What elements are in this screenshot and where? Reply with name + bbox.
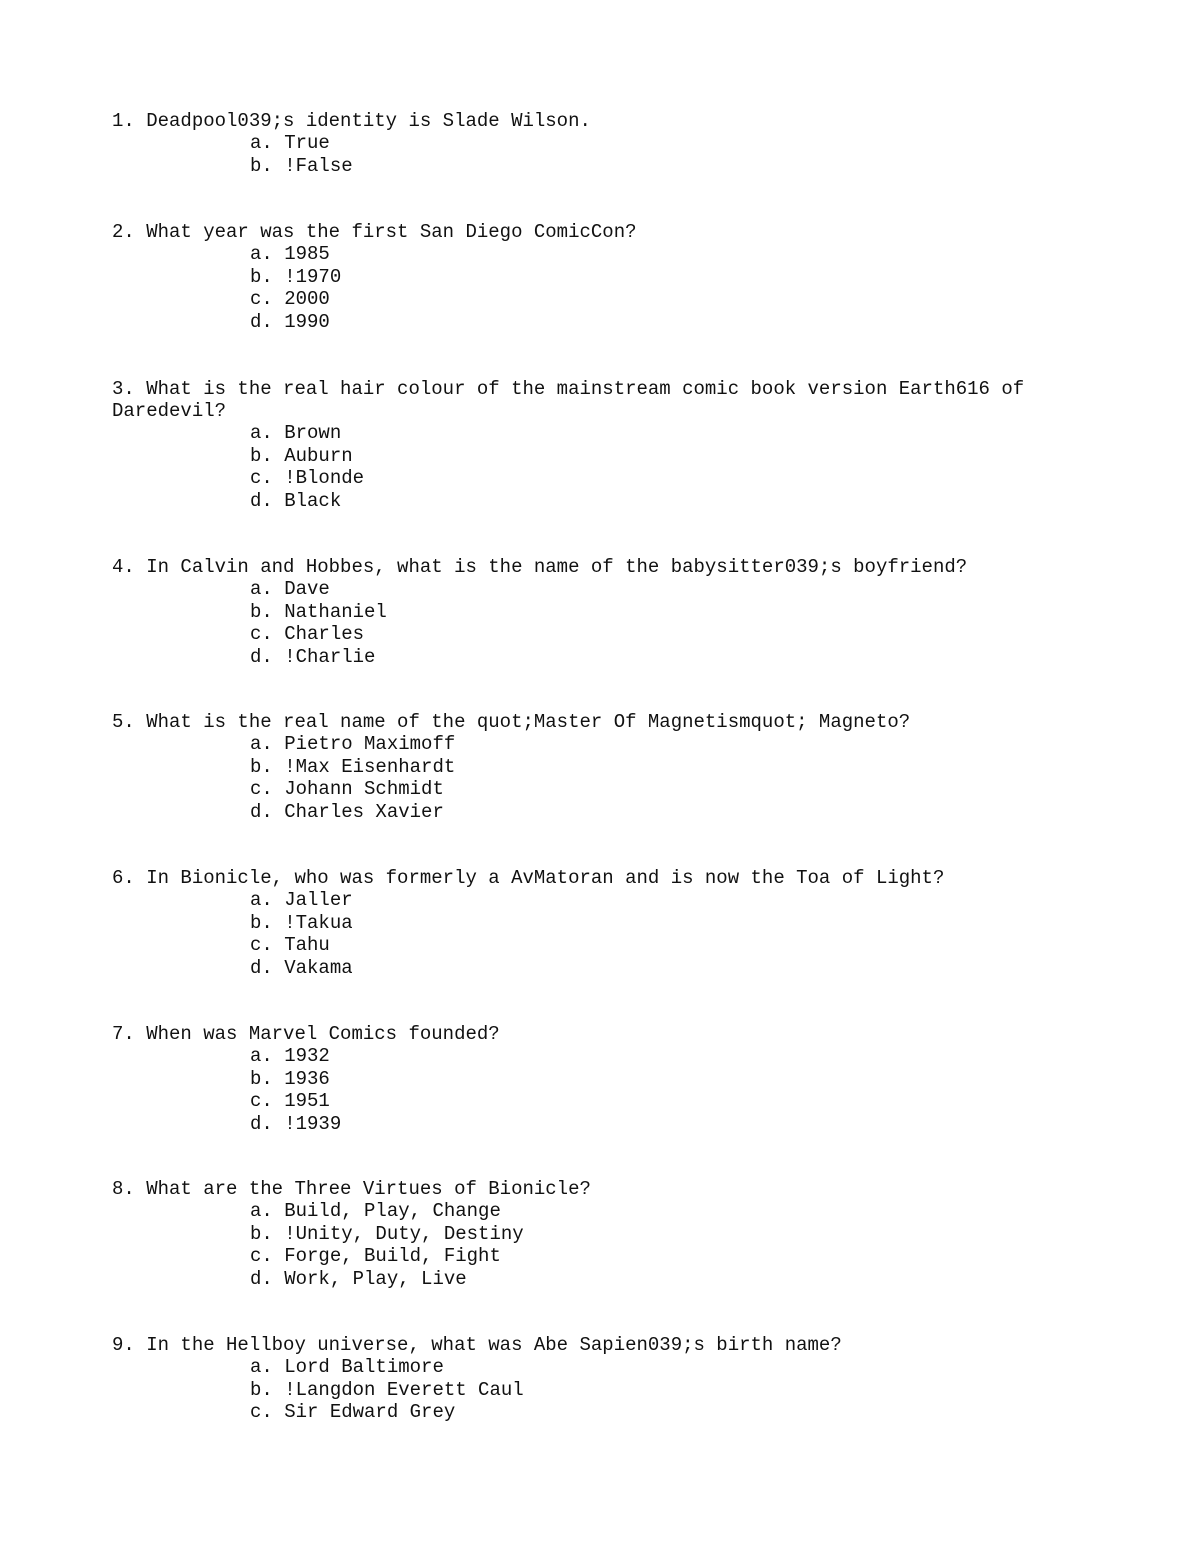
answer-option: [250, 132, 1072, 155]
option-letter: a.: [250, 1356, 273, 1378]
question-9: [112, 1334, 1072, 1424]
option-letter: c.: [250, 934, 273, 956]
option-text: Jaller: [284, 889, 353, 911]
question-5: [112, 711, 1072, 823]
answer-option: [250, 243, 1072, 266]
answer-option: [250, 623, 1072, 646]
answer-options: [112, 578, 1072, 668]
option-letter: d.: [250, 1112, 273, 1135]
question-4: [112, 556, 1072, 668]
option-text: Charles Xavier: [284, 800, 444, 823]
question-prompt: What is the real hair colour of the mainstream comic book version Earth616 of Daredevil?: [112, 378, 1036, 422]
answer-option: [250, 422, 1072, 445]
answer-option: [250, 467, 1072, 490]
question-number: 3.: [112, 378, 135, 400]
option-letter: a.: [250, 578, 273, 600]
option-letter: b.: [250, 154, 273, 177]
option-text: !Charlie: [284, 645, 376, 668]
option-letter: b.: [250, 1067, 273, 1090]
question-prompt: In Bionicle, who was formerly a AvMatoran and is now the Toa of Light?: [146, 867, 945, 889]
question-3: [112, 378, 1072, 512]
answer-option: [250, 1223, 1072, 1246]
question-text: [112, 378, 1072, 422]
answer-option: [250, 889, 1072, 912]
option-text: 1932: [284, 1045, 330, 1067]
answer-options: [112, 889, 1072, 979]
question-text: [112, 1178, 1072, 1200]
answer-options: [112, 132, 1072, 177]
answer-options: [112, 733, 1072, 823]
option-text: Vakama: [284, 956, 353, 979]
option-letter: d.: [250, 489, 273, 512]
option-text: !1939: [284, 1112, 342, 1135]
option-letter: b.: [250, 1222, 273, 1245]
question-text: [112, 867, 1072, 889]
answer-option: [250, 288, 1072, 311]
option-letter: c.: [250, 1401, 273, 1423]
option-letter: b.: [250, 1378, 273, 1401]
option-text: !Unity, Duty, Destiny: [284, 1222, 524, 1245]
question-8: [112, 1178, 1072, 1290]
question-prompt: Deadpool039;s identity is Slade Wilson.: [146, 110, 591, 132]
option-letter: b.: [250, 911, 273, 934]
answer-option: [250, 934, 1072, 957]
option-letter: d.: [250, 1267, 273, 1290]
option-text: Black: [284, 489, 342, 512]
option-text: !Takua: [284, 911, 353, 934]
answer-option: [250, 311, 1072, 334]
option-letter: b.: [250, 265, 273, 288]
question-prompt: What year was the first San Diego ComicCon?: [146, 221, 637, 243]
option-text: Nathaniel: [284, 600, 387, 623]
option-letter: d.: [250, 956, 273, 979]
answer-option: [250, 601, 1072, 624]
answer-option: [250, 1113, 1072, 1136]
option-text: 1951: [284, 1090, 330, 1112]
answer-option: [250, 1268, 1072, 1291]
answer-option: [250, 578, 1072, 601]
option-letter: a.: [250, 1045, 273, 1067]
answer-option: [250, 957, 1072, 980]
question-prompt: In the Hellboy universe, what was Abe Sapien039;s birth name?: [146, 1334, 842, 1356]
option-text: Dave: [284, 578, 330, 600]
option-text: 2000: [284, 288, 330, 310]
option-text: Charles: [284, 623, 365, 645]
question-number: 8.: [112, 1178, 135, 1200]
option-text: Johann Schmidt: [284, 778, 444, 800]
answer-option: [250, 801, 1072, 824]
option-text: !Langdon Everett Caul: [284, 1378, 524, 1401]
answer-option: [250, 1401, 1072, 1424]
question-prompt: What is the real name of the quot;Master Of Magnetismquot; Magneto?: [146, 711, 911, 733]
option-text: !False: [284, 154, 353, 177]
answer-option: [250, 266, 1072, 289]
answer-option: [250, 1200, 1072, 1223]
option-letter: a.: [250, 1200, 273, 1222]
option-text: 1936: [284, 1067, 330, 1090]
answer-option: [250, 490, 1072, 513]
answer-option: [250, 1379, 1072, 1402]
option-text: Pietro Maximoff: [284, 733, 456, 755]
option-text: Build, Play, Change: [284, 1200, 501, 1222]
option-letter: b.: [250, 755, 273, 778]
option-text: !Max Eisenhardt: [284, 755, 456, 778]
answer-option: [250, 1245, 1072, 1268]
option-text: !1970: [284, 265, 342, 288]
option-text: Sir Edward Grey: [284, 1401, 456, 1423]
question-number: 2.: [112, 221, 135, 243]
option-letter: d.: [250, 310, 273, 333]
answer-option: [250, 733, 1072, 756]
option-text: 1990: [284, 310, 330, 333]
option-letter: b.: [250, 600, 273, 623]
option-text: Brown: [284, 422, 342, 444]
question-number: 1.: [112, 110, 135, 132]
option-letter: d.: [250, 645, 273, 668]
question-text: [112, 1334, 1072, 1356]
question-number: 7.: [112, 1023, 135, 1045]
answer-option: [250, 756, 1072, 779]
answer-option: [250, 1090, 1072, 1113]
option-letter: a.: [250, 733, 273, 755]
question-text: [112, 1023, 1072, 1045]
answer-option: [250, 155, 1072, 178]
answer-option: [250, 646, 1072, 669]
question-number: 6.: [112, 867, 135, 889]
option-text: Forge, Build, Fight: [284, 1245, 501, 1267]
option-letter: c.: [250, 778, 273, 800]
question-6: [112, 867, 1072, 979]
answer-option: [250, 778, 1072, 801]
question-prompt: When was Marvel Comics founded?: [146, 1023, 500, 1045]
answer-option: [250, 1045, 1072, 1068]
option-letter: a.: [250, 889, 273, 911]
option-letter: d.: [250, 800, 273, 823]
answer-options: [112, 1356, 1072, 1424]
question-2: [112, 221, 1072, 333]
question-number: 9.: [112, 1334, 135, 1356]
answer-option: [250, 912, 1072, 935]
option-text: True: [284, 132, 330, 154]
question-prompt: What are the Three Virtues of Bionicle?: [146, 1178, 591, 1200]
answer-option: [250, 1356, 1072, 1379]
question-number: 4.: [112, 556, 135, 578]
question-7: [112, 1023, 1072, 1135]
answer-options: [112, 1045, 1072, 1135]
option-text: Tahu: [284, 934, 330, 956]
option-letter: b.: [250, 444, 273, 467]
question-text: [112, 221, 1072, 243]
question-text: [112, 556, 1072, 578]
option-letter: a.: [250, 422, 273, 444]
option-letter: c.: [250, 467, 273, 489]
question-1: [112, 110, 1072, 177]
answer-option: [250, 1068, 1072, 1091]
option-text: Work, Play, Live: [284, 1267, 467, 1290]
option-text: Lord Baltimore: [284, 1356, 444, 1378]
option-letter: c.: [250, 623, 273, 645]
question-number: 5.: [112, 711, 135, 733]
answer-option: [250, 445, 1072, 468]
answer-options: [112, 422, 1072, 512]
option-letter: c.: [250, 288, 273, 310]
question-prompt: In Calvin and Hobbes, what is the name of the babysitter039;s boyfriend?: [146, 556, 968, 578]
option-text: Auburn: [284, 444, 353, 467]
option-text: !Blonde: [284, 467, 365, 489]
answer-options: [112, 243, 1072, 333]
option-text: 1985: [284, 243, 330, 265]
question-text: [112, 110, 1072, 132]
option-letter: a.: [250, 243, 273, 265]
question-text: [112, 711, 1072, 733]
answer-options: [112, 1200, 1072, 1290]
option-letter: a.: [250, 132, 273, 154]
option-letter: c.: [250, 1090, 273, 1112]
option-letter: c.: [250, 1245, 273, 1267]
